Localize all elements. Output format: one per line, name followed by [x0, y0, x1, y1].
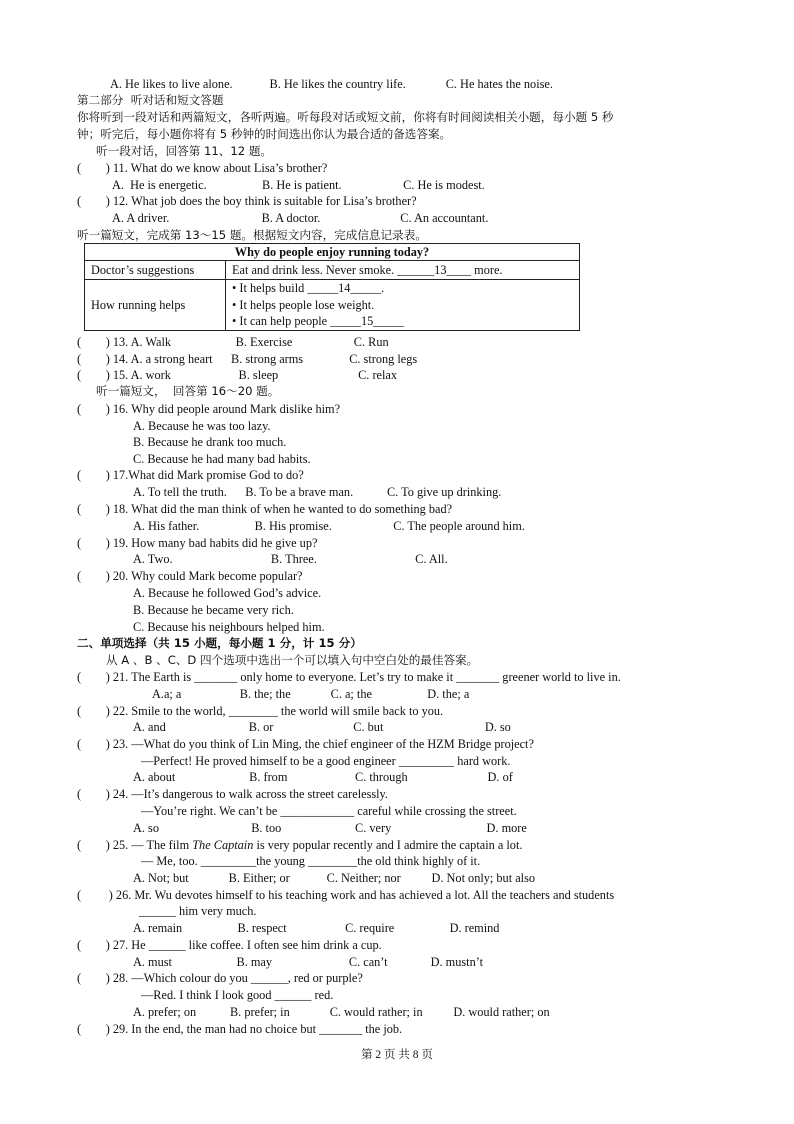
text-line: ( ) 17.What did Mark promise God to do?	[77, 468, 304, 482]
text-line: A. He likes to live alone. B. He likes the country life. C. He hates the noise.	[110, 77, 553, 91]
text-line: A. Because he was too lazy.	[133, 419, 271, 433]
text-line: A. Not; but B. Either; or C. Neither; nor D. Not only; but also	[133, 871, 536, 885]
text-line: ( ) 20. Why could Mark become popular?	[77, 569, 303, 583]
text-line: ( ) 26. Mr. Wu devotes himself to his teaching work and has achieved a lot. All the teachers and students	[77, 888, 615, 902]
text-line: A. and B. or C. but D. so	[133, 720, 511, 734]
how-running-helps-label: How running helps	[85, 280, 226, 331]
text-line: A. remain B. respect C. require D. remind	[133, 921, 500, 935]
text-line: —You’re right. We can’t be ____________ careful while crossing the street.	[141, 804, 517, 818]
text-line: 第二部分 听对话和短文答题	[77, 93, 224, 107]
text-line: ( ) 22. Smile to the world, ________ the world will smile back to you.	[77, 704, 444, 718]
text-line: ( ) 21. The Earth is _______ only home to everyone. Let’s try to make it _______ greener world to live in.	[77, 670, 621, 684]
list-item: • It helps people lose weight.	[232, 297, 375, 312]
text-line: ( ) 12. What job does the boy think is suitable for Lisa’s brother?	[77, 194, 417, 208]
text-line: ( ) 19. How many bad habits did he give up?	[77, 536, 318, 550]
text-line: ( ) 23. —What do you think of Lin Ming, the chief engineer of the HZM Bridge project?	[77, 737, 534, 751]
text-line: A. He is energetic. B. He is patient. C. He is modest.	[112, 178, 485, 192]
text-line: B. Because he drank too much.	[133, 435, 287, 449]
question-25-prefix: ( ) 25. — The film	[77, 838, 193, 852]
question-25-suffix: is very popular recently and I admire the captain a lot.	[253, 838, 523, 852]
list-item: • It can help people _____15_____	[232, 314, 404, 329]
text-line: A. about B. from C. through D. of	[133, 770, 513, 784]
text-line: A. Because he followed God’s advice.	[133, 586, 322, 600]
text-line: ( ) 15. A. work B. sleep C. relax	[77, 368, 398, 382]
question-25	[77, 837, 522, 853]
text-line: ( ) 27. He ______ like coffee. I often see him drink a cup.	[77, 938, 382, 952]
doctors-suggestions-label: Doctor’s suggestions	[85, 261, 226, 280]
question-25-reply: — Me, too. _________the young ________the old think highly of it.	[141, 854, 481, 868]
table-title: Why do people enjoy running today?	[85, 244, 580, 261]
text-line: 听一篇短文，完成第 13～15 题。根据短文内容，完成信息记录表。	[77, 228, 427, 242]
text-line: C. Because he had many bad habits.	[133, 452, 311, 466]
text-line: ( ) 24. —It’s dangerous to walk across the street carelessly.	[77, 787, 388, 801]
doctors-suggestions-value: Eat and drink less. Never smoke. ______13____ more.	[226, 261, 580, 280]
text-line: A. His father. B. His promise. C. The people around him.	[133, 519, 525, 533]
text-line: 从 A 、B 、C、D 四个选项中选出一个可以填入句中空白处的最佳答案。	[106, 653, 479, 667]
text-line: ( ) 11. What do we know about Lisa’s brother?	[77, 161, 328, 175]
text-line: ( ) 18. What did the man think of when he wanted to do something bad?	[77, 502, 453, 516]
text-line: —Perfect! He proved himself to be a good engineer _________ hard work.	[141, 754, 511, 768]
text-line: A. so B. too C. very D. more	[133, 821, 527, 835]
text-line: 听一篇短文， 回答第 16～20 题。	[96, 384, 280, 398]
text-line: C. Because his neighbours helped him.	[133, 620, 325, 634]
info-record-table	[84, 243, 580, 331]
text-line: ( ) 16. Why did people around Mark dislike him?	[77, 402, 341, 416]
film-title: The Captain	[192, 838, 254, 852]
text-line: ______ him very much.	[139, 904, 257, 918]
text-line: 钟；听完后，每小题你将有 5 秒钟的时间选出你认为最合适的备选答案。	[77, 127, 452, 141]
text-line: A. A driver. B. A doctor. C. An accountant.	[112, 211, 489, 225]
text-line: ( ) 29. In the end, the man had no choice but _______ the job.	[77, 1022, 403, 1036]
text-line: A. prefer; on B. prefer; in C. would rather; in D. would rather; on	[133, 1005, 550, 1019]
text-line: ( ) 14. A. a strong heart B. strong arms C. strong legs	[77, 352, 418, 366]
text-line: ( ) 13. A. Walk B. Exercise C. Run	[77, 335, 389, 349]
text-line: A. To tell the truth. B. To be a brave man. C. To give up drinking.	[133, 485, 502, 499]
text-line: B. Because he became very rich.	[133, 603, 294, 617]
text-line: —Red. I think I look good ______ red.	[141, 988, 334, 1002]
text-line: A. Two. B. Three. C. All.	[133, 552, 448, 566]
how-running-helps-list	[226, 280, 580, 331]
text-line: A.a; a B. the; the C. a; the D. the; a	[152, 687, 470, 701]
text-line: 听一段对话，回答第 11、12 题。	[96, 144, 273, 158]
page-footer: 第 2 页 共 8 页	[361, 1049, 433, 1061]
list-item: • It helps build _____14_____.	[232, 281, 385, 296]
text-line: ( ) 28. —Which colour do you ______, red or purple?	[77, 971, 363, 985]
text-line: A. must B. may C. can’t D. mustn’t	[133, 955, 484, 969]
text-line: 二、单项选择（共 15 小题，每小题 1 分，计 15 分）	[77, 636, 362, 650]
text-line: 你将听到一段对话和两篇短文，各听两遍。听每段对话或短文前，你将有时间阅读相关小题，每小题 5 秒	[77, 110, 614, 124]
